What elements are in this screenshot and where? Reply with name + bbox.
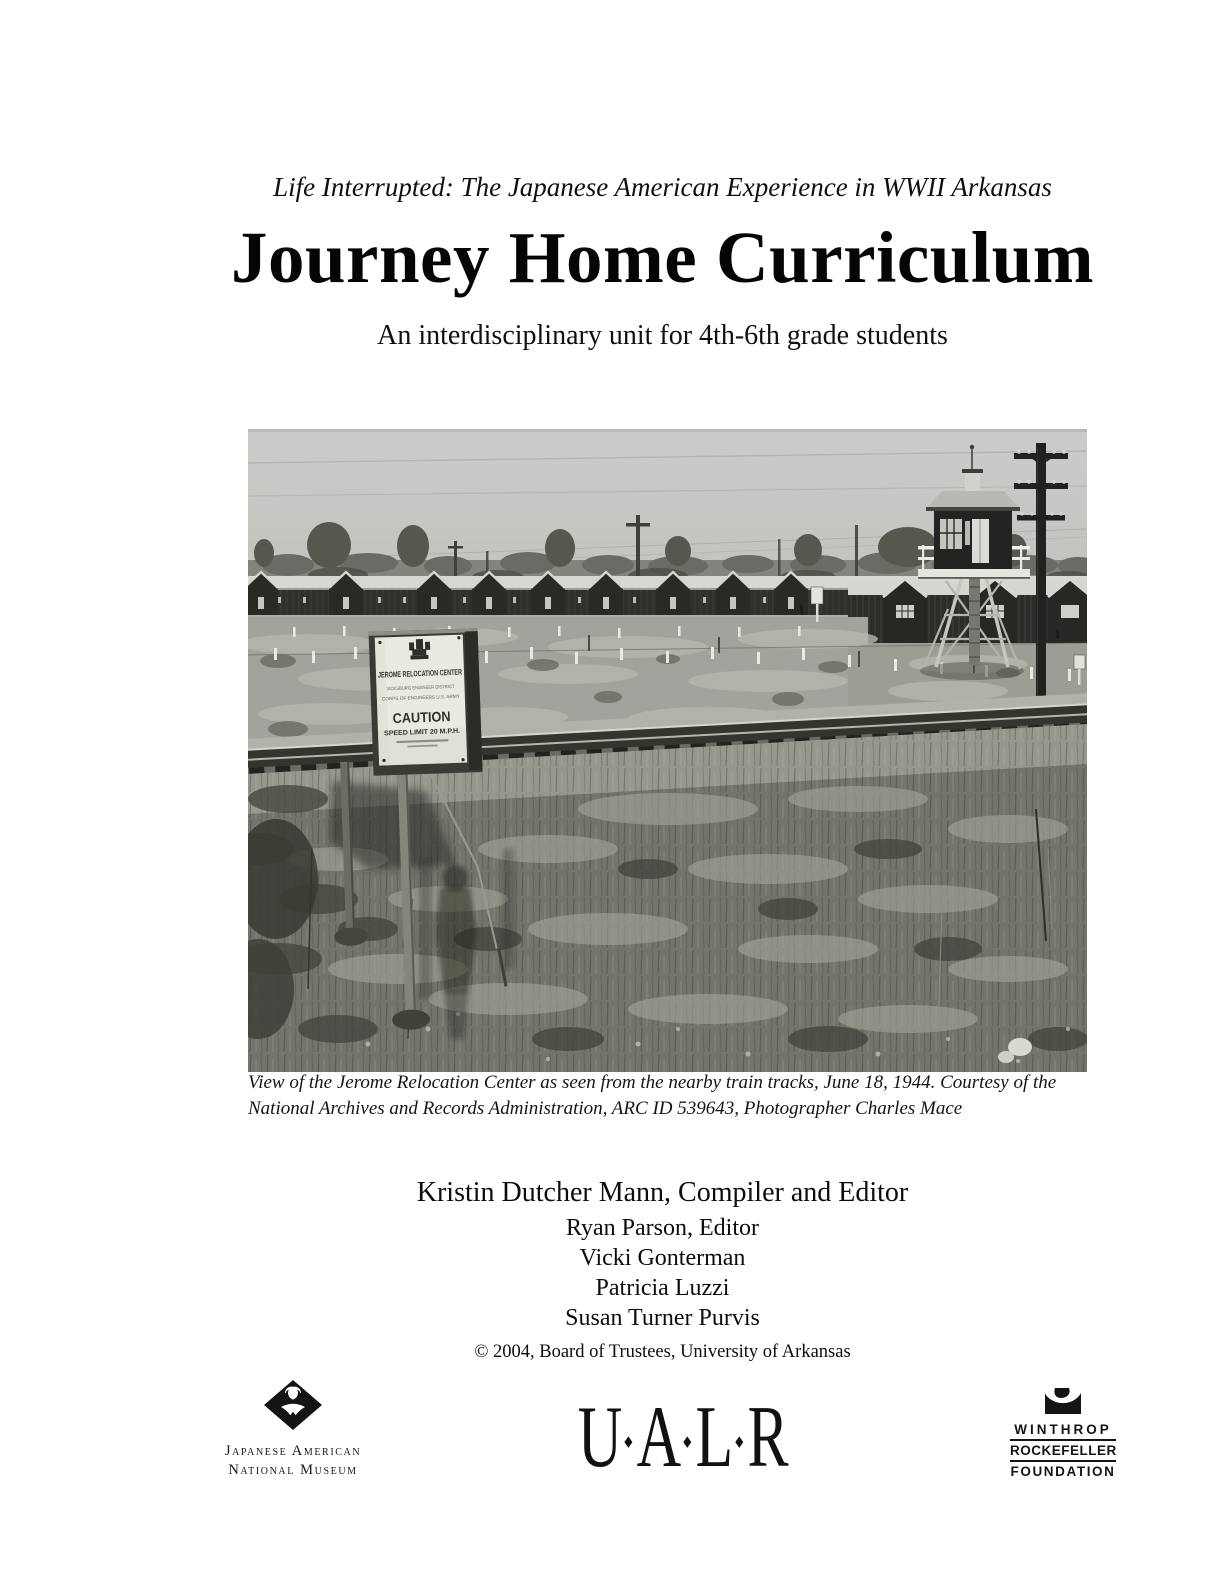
janm-name-line-2: National Museum [228, 1462, 358, 1478]
janm-name-line-1: Japanese American [224, 1443, 362, 1459]
sign-speed: SPEED LIMIT 20 M.P.H. [384, 727, 459, 738]
credits-block [104, 1176, 1221, 1364]
wrf-name-line-1: WINTHROP [1010, 1422, 1116, 1441]
sign-caution: CAUTION [392, 707, 457, 727]
ualr-letter: R [747, 1389, 787, 1486]
caption-line-1: View of the Jerome Relocation Center as seen from the nearby train tracks, June 18, 1944. Courtesy of the [248, 1072, 1057, 1093]
ualr-letter: A [636, 1389, 679, 1486]
contributor-credit: Susan Turner Purvis [565, 1305, 760, 1331]
diamond-separator-icon: ◆ [624, 1433, 633, 1450]
sign-district: VICKSBURG ENGINEER DISTRICT [386, 684, 465, 693]
page-title: Journey Home Curriculum [230, 217, 1095, 298]
sign-corps: CORPS OF ENGINEERS U.S. ARMY [381, 694, 463, 703]
diamond-separator-icon: ◆ [683, 1433, 692, 1450]
cover-photo [248, 429, 1087, 1072]
foreground-grass [248, 724, 1087, 1072]
ualr-logo [502, 1389, 862, 1486]
compiler-credit: Kristin Dutcher Mann, Compiler and Editor [416, 1177, 909, 1208]
wrf-mark-icon [1045, 1388, 1081, 1415]
sign-title: JEROME RELOCATION CENTER [377, 666, 502, 680]
copyright-notice: © 2004, Board of Trustees, University of Arkansas [474, 1342, 851, 1362]
janm-logo [203, 1380, 383, 1480]
page-content [104, 0, 1221, 1580]
diamond-separator-icon: ◆ [735, 1433, 744, 1450]
ualr-letter: L [695, 1389, 731, 1486]
ualr-wordmark [577, 1389, 787, 1486]
contributor-credit: Vicki Gonterman [579, 1245, 746, 1271]
subtitle: An interdisciplinary unit for 4th-6th grade students [377, 320, 948, 351]
series-title: Life Interrupted: The Japanese American Experience in WWII Arkansas [273, 172, 1052, 202]
contributor-credit: Patricia Luzzi [595, 1275, 730, 1301]
wrf-name-line-2: ROCKEFELLER [1010, 1443, 1116, 1462]
caption-line-2: National Archives and Records Administration, ARC ID 539643, Photographer Charles Mace [248, 1098, 963, 1119]
contributor-credit: Ryan Parson, Editor [565, 1215, 760, 1241]
jerome-photo-illustration [248, 429, 1087, 1072]
photo-caption [248, 1070, 1068, 1122]
wrf-logo [988, 1388, 1138, 1479]
wrf-name-line-3: FOUNDATION [1010, 1464, 1116, 1479]
janm-crest-icon [264, 1380, 322, 1430]
ualr-letter: U [577, 1389, 621, 1486]
